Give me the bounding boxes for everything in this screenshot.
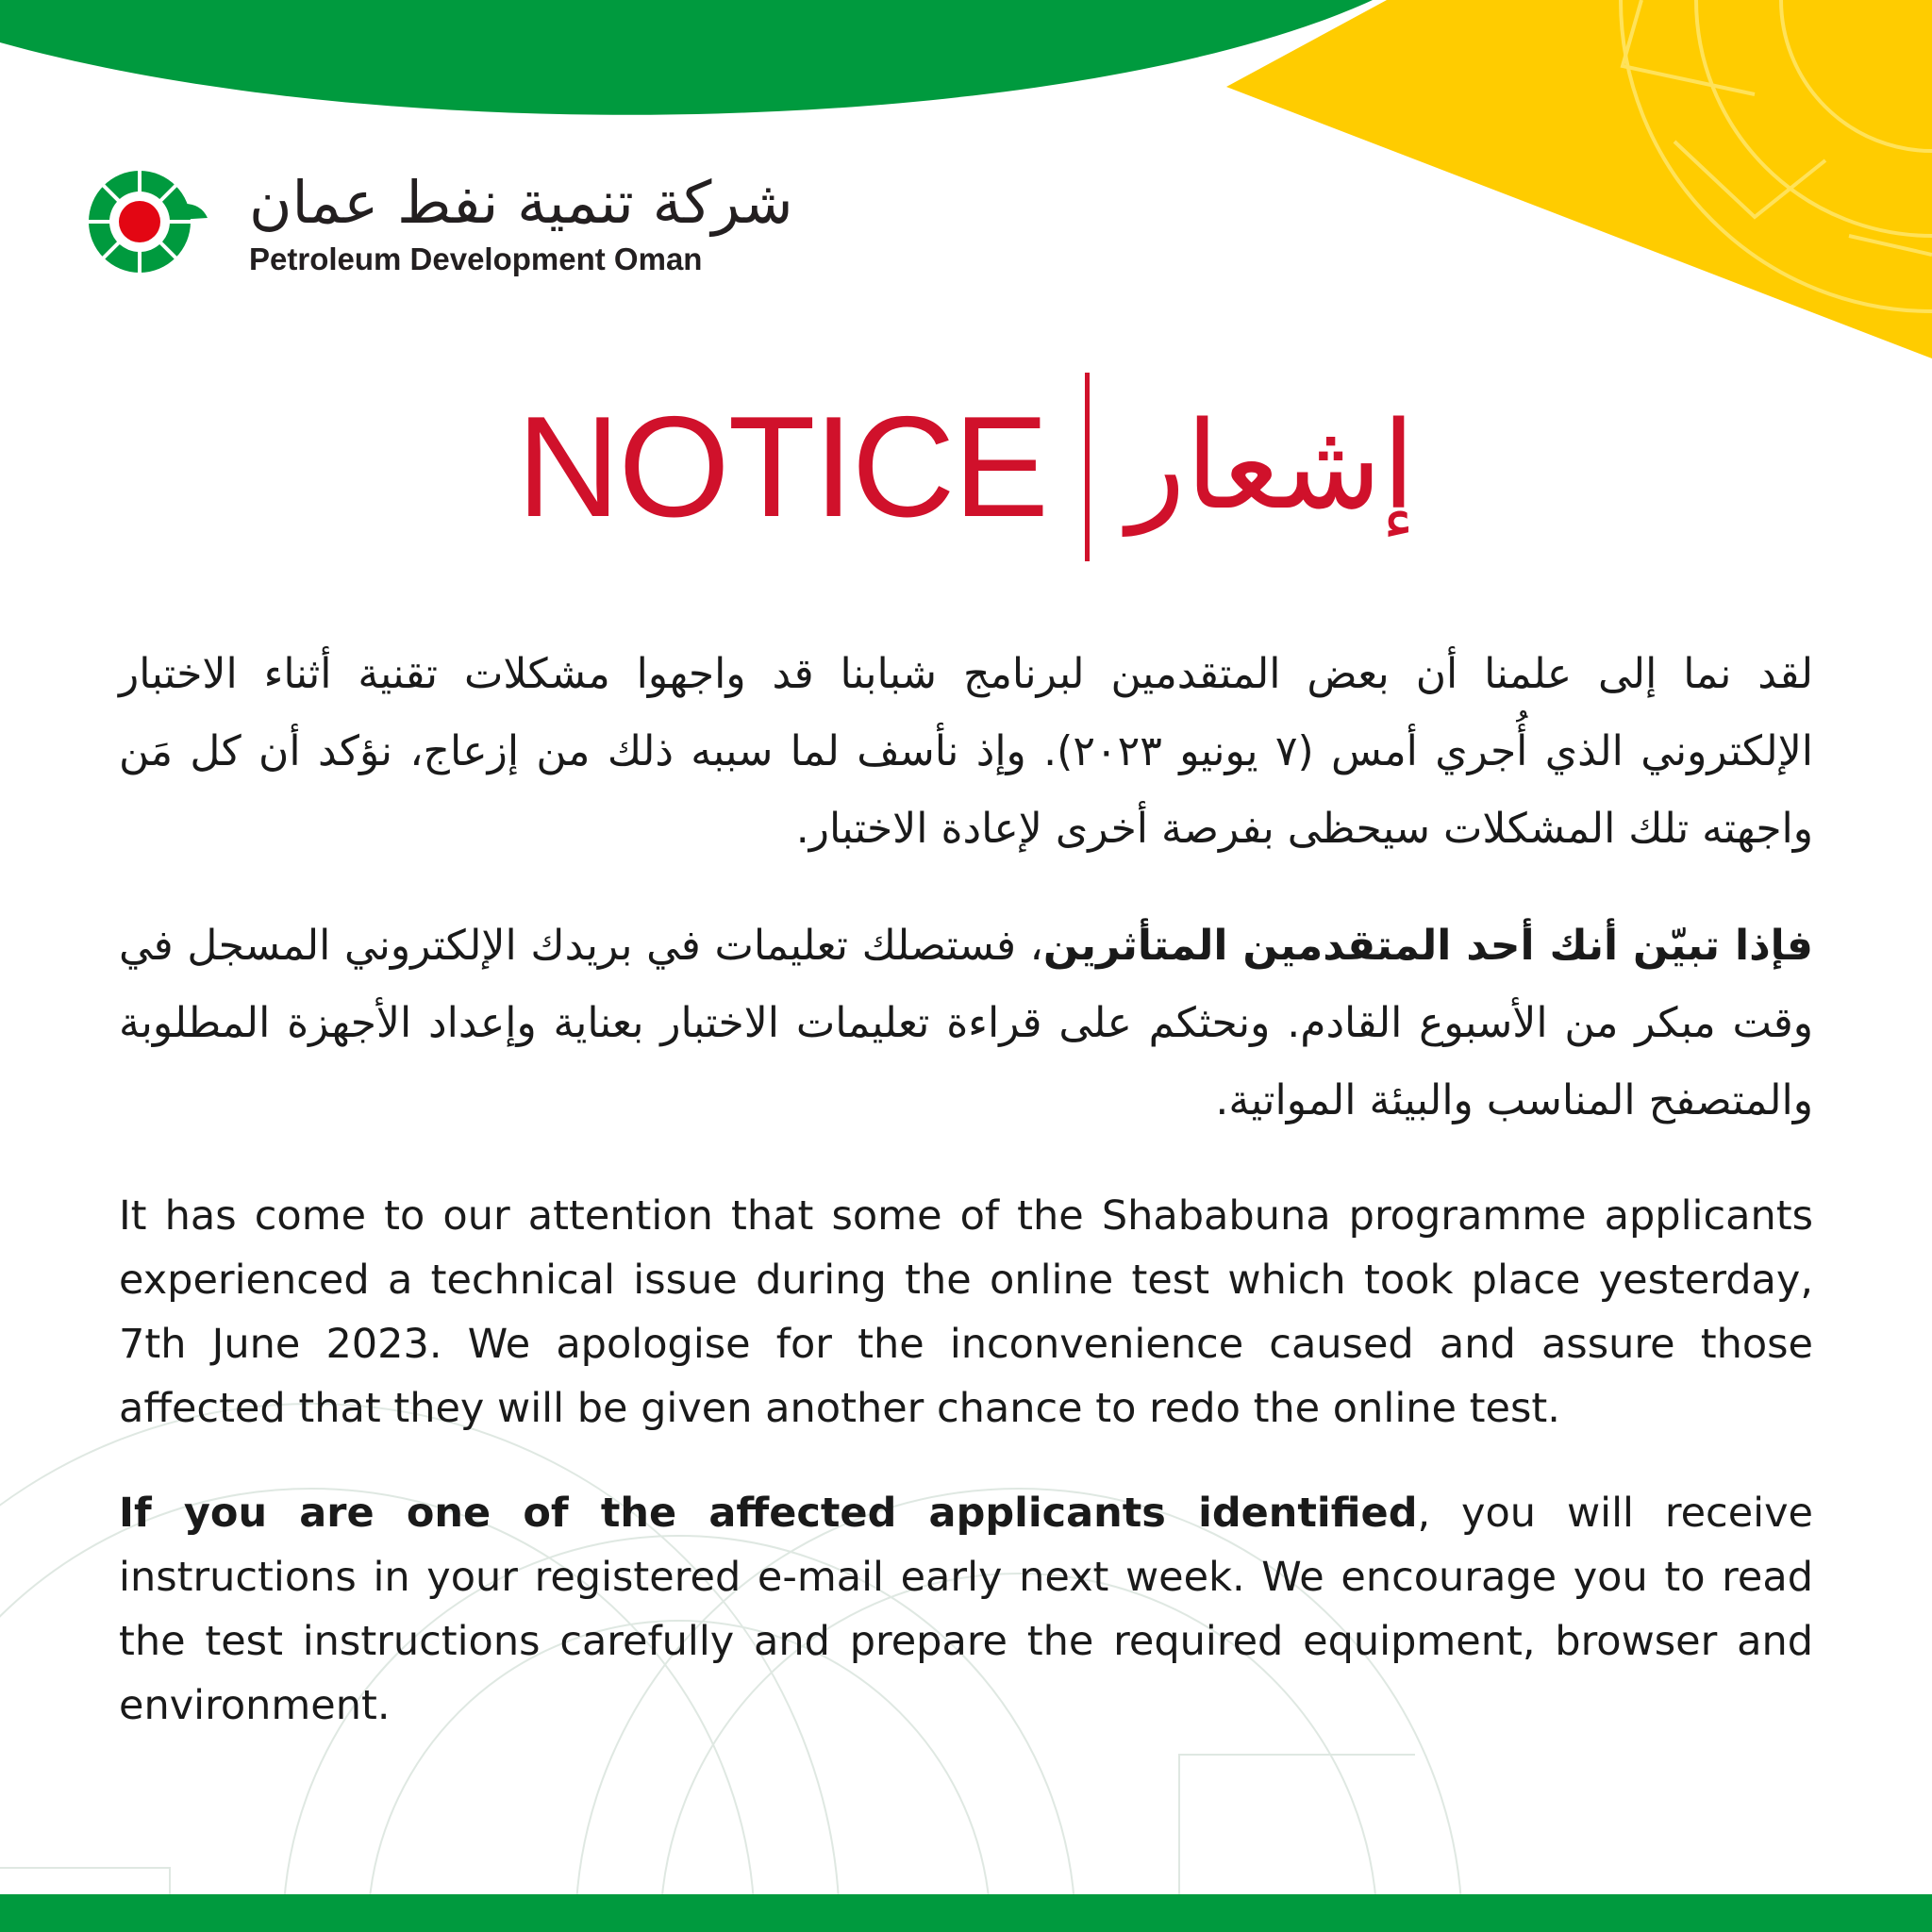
notice-title-english: NOTICE — [516, 387, 1047, 547]
yellow-sun-corner — [1226, 0, 1932, 358]
english-paragraph-2-text: , you will receive instructions in your registered e-mail early next week. We encourage you to read the test instructions carefully and prepare the required equipment, browser and environment. — [119, 1490, 1813, 1729]
company-logo — [87, 165, 793, 278]
english-paragraph-2-bold: If you are one of the affected applicants identified — [119, 1490, 1418, 1537]
arabic-paragraph-1: لقد نما إلى علمنا أن بعض المتقدمين لبرنامج شبابنا قد واجهوا مشكلات تقنية أثناء الاختبار الإلكتروني الذي أُجري أمس (٧ يونيو ٢٠٢٣). وإذ نأسف لما سببه ذلك من إزعاج، نؤكد أن كل مَن واجهته تلك المشكلات سيحظى بفرصة أخرى لإعادة الاختبار. — [119, 650, 1814, 853]
notice-heading — [0, 368, 1932, 566]
green-arc-banner — [0, 0, 1373, 115]
footer-green-bar — [0, 1894, 1932, 1932]
company-name-arabic: شركة تنمية نفط عمان — [249, 168, 793, 237]
arabic-paragraph-2-text: ، فستصلك تعليمات في بريدك الإلكتروني المسجل في وقت مبكر من الأسبوع القادم. ونحثكم على قراءة تعليمات الاختبار بعناية وإعداد الأجهزة المطلوبة والمتصفح المناسب والبيئة المواتية. — [119, 922, 1813, 1124]
company-name-english: Petroleum Development Oman — [249, 242, 703, 276]
arabic-paragraph-2 — [119, 908, 1813, 1140]
heading-divider — [1085, 373, 1090, 561]
arabic-paragraph-2-bold: فإذا تبيّن أنك أحد المتقدمين المتأثرين — [1042, 922, 1813, 970]
english-paragraph-1: It has come to our attention that some of the Shababuna programme applicants experienced a technical issue during the online test which took place yesterday, 7th June 2023. We apologise for the inconvenience caused and assure those affected that they will be given another chance to redo the online test. — [119, 1192, 1813, 1432]
notice-title-arabic: إشعار — [1126, 396, 1416, 537]
english-paragraph-2 — [119, 1481, 1813, 1738]
pdo-sun-logo-icon — [87, 165, 209, 278]
